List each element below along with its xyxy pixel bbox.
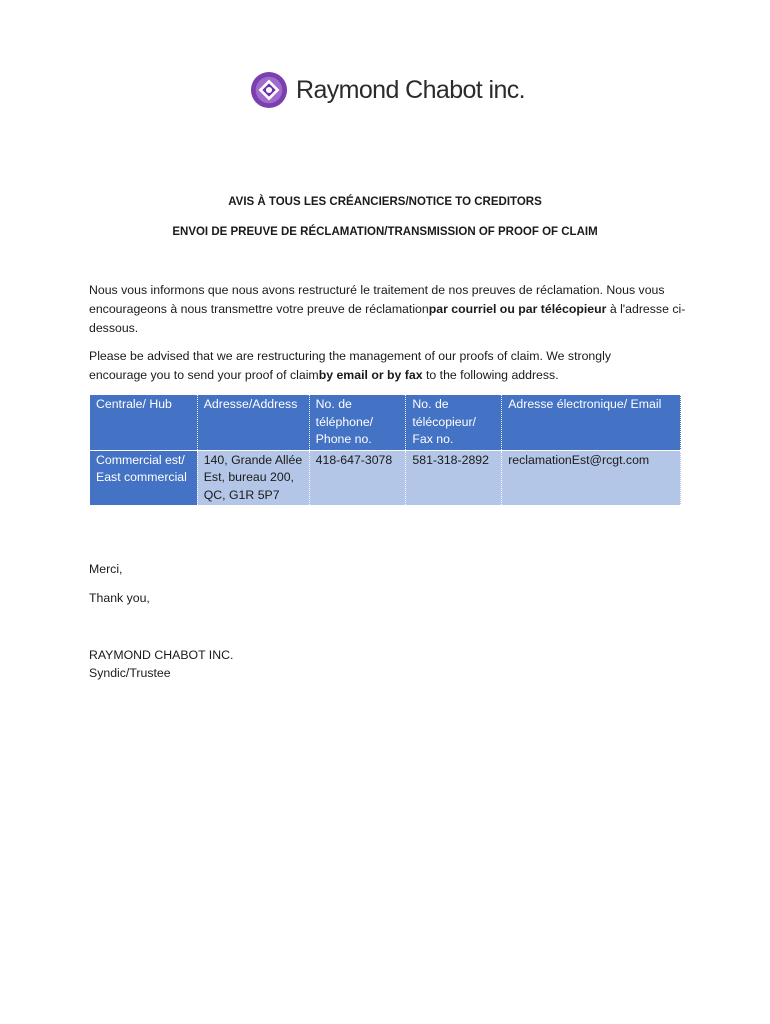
header-phone: No. de téléphone/ Phone no.: [309, 395, 406, 450]
logo-wordmark: Raymond Chabot inc.: [296, 75, 526, 104]
header-hub: Centrale/ Hub: [90, 395, 198, 450]
cell-hub: Commercial est/ East commercial: [90, 450, 198, 505]
table-header-row: [90, 395, 681, 450]
paragraph-english-end: to the following address.: [422, 368, 559, 382]
cell-fax: 581-318-2892: [406, 450, 502, 505]
company-logo: [250, 70, 525, 110]
paragraph-english: [89, 347, 687, 385]
signature-role: Syndic/Trustee: [89, 666, 171, 680]
contact-table: [89, 395, 681, 505]
closing-thank-you: Thank you,: [89, 591, 150, 605]
paragraph-french-end: à l'adresse ci-dessous.: [89, 302, 686, 335]
paragraph-french-emphasis: par courriel ou par télécopieur: [428, 302, 607, 316]
cell-address: 140, Grande Allée Est, bureau 200, QC, G1R 5P7: [197, 450, 309, 505]
header-fax: No. de télécopieur/ Fax no.: [406, 395, 502, 450]
header-address: Adresse/Address: [197, 395, 309, 450]
table-row: [90, 450, 681, 505]
closing-merci: Merci,: [89, 562, 123, 576]
paragraph-english-line1: Please be advised that we are restructuring the management of our proofs of claim. We strongly: [89, 349, 611, 363]
cell-phone: 418-647-3078: [309, 450, 406, 505]
signature-company: RAYMOND CHABOT INC.: [89, 648, 234, 662]
paragraph-french: [89, 281, 687, 338]
paragraph-french-text: Nous vous informons que nous avons restructuré le traitement de nos preuves de réclamation. Nous vous encourageons à nous transmettre votre preuve de réclamation: [89, 283, 665, 316]
paragraph-english-text: encourage you to send your proof of claim: [89, 368, 319, 382]
raymond-chabot-logo-icon: [250, 71, 288, 109]
notice-title: AVIS À TOUS LES CRÉANCIERS/NOTICE TO CREDITORS: [228, 196, 542, 208]
paragraph-english-line2: [89, 366, 687, 385]
notice-subtitle: ENVOI DE PREUVE DE RÉCLAMATION/TRANSMISSION OF PROOF OF CLAIM: [172, 226, 598, 238]
paragraph-english-emphasis: by email or by fax: [318, 368, 423, 382]
header-email: Adresse électronique/ Email: [502, 395, 681, 450]
cell-email: reclamationEst@rcgt.com: [502, 450, 681, 505]
